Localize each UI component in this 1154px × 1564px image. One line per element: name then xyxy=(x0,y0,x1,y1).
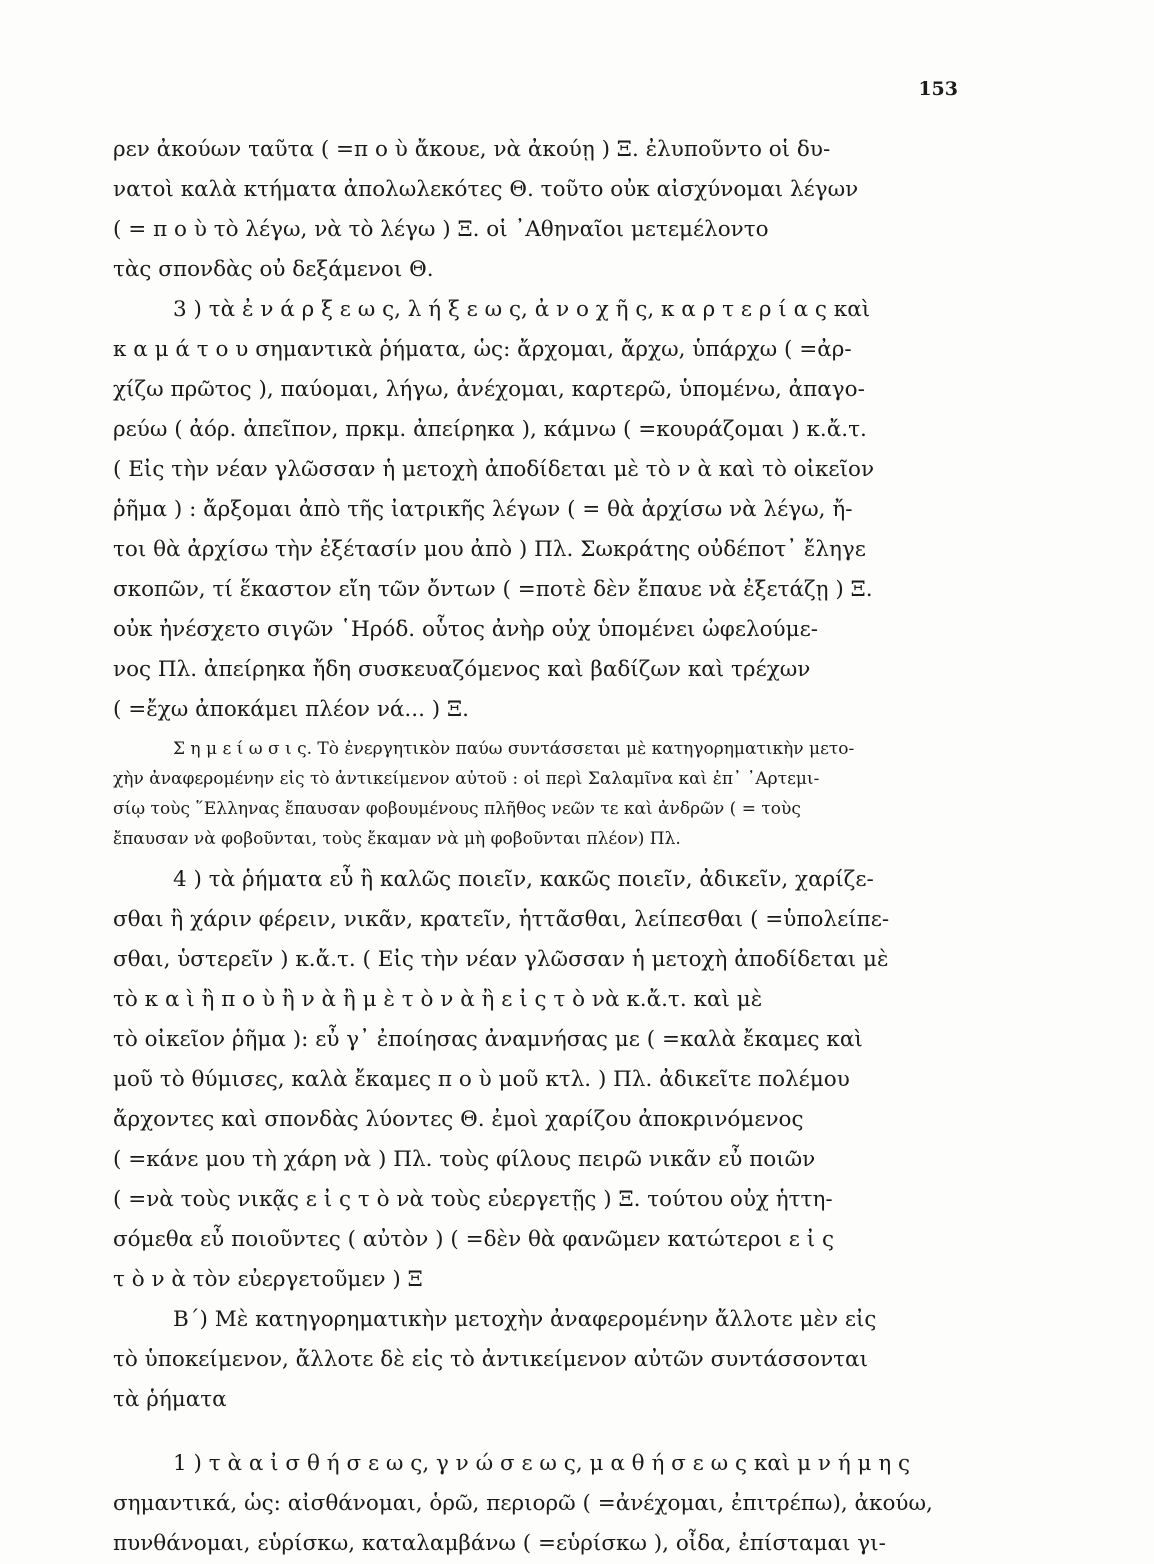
text-line: σθαι, ὑστερεῖν ) κ.ἄ.τ. ( Εἰς τὴν νέαν γλῶσσαν ἡ μετοχὴ ἀποδίδεται μὲ xyxy=(113,947,889,972)
text-line: τὸ ὑποκείμενον, ἄλλοτε δὲ εἰς τὸ ἀντικείμενον αὐτῶν συντάσσονται xyxy=(113,1347,869,1372)
text-line: νος Πλ. ἀπείρηκα ἤδη συσκευαζόμενος καὶ βαδίζων καὶ τρέχων xyxy=(113,657,811,682)
text-line: 1 ) τ ὰ α ἰ σ θ ή σ ε ω ς, γ ν ώ σ ε ω ς, μ α θ ή σ ε ω ς καὶ μ ν ή μ η ς xyxy=(173,1451,911,1476)
note-line: σίῳ τοὺς ῞Ελληνας ἔπαυσαν φοβουμένους πλῆθος νεῶν τε καὶ ἀνδρῶν ( = τοὺς xyxy=(113,799,801,819)
text-line: σημαντικά, ὡς: αἰσθάνομαι, ὁρῶ, περιορῶ ( =ἀνέχομαι, ἐπιτρέπω), ἀκούω, xyxy=(113,1491,933,1516)
text-line: τὸ κ α ὶ ἢ π ο ὺ ἢ ν ὰ ἢ μ ὲ τ ὸ ν ὰ ἢ ε ἰ ς τ ὸ νὰ κ.ἄ.τ. καὶ μὲ xyxy=(113,987,763,1012)
text-line: οὐκ ἠνέσχετο σιγῶν ῾Ηρόδ. οὗτος ἀνὴρ οὐχ ὑπομένει ὠφελούμε- xyxy=(113,617,818,642)
text-line: μοῦ τὸ θύμισες, καλὰ ἔκαμες π ο ὺ μοῦ κτλ. ) Πλ. ἀδικεῖτε πολέμου xyxy=(113,1067,850,1092)
text-line: χίζω πρῶτος ), παύομαι, λήγω, ἀνέχομαι, καρτερῶ, ὑπομένω, ἀπαγο- xyxy=(113,377,865,402)
text-line: 4 ) τὰ ῥήματα εὖ ἢ καλῶς ποιεῖν, κακῶς ποιεῖν, ἀδικεῖν, χαρίζε- xyxy=(173,867,874,892)
text-line: ρεν ἀκούων ταῦτα ( =π ο ὺ ἄκουε, νὰ ἀκούῃ ) Ξ. ἐλυποῦντο οἱ δυ- xyxy=(113,137,831,162)
text-line: ( =ἔχω ἀποκάμει πλέον νά... ) Ξ. xyxy=(113,697,469,722)
note-line: χὴν ἀναφερομένην εἰς τὸ ἀντικείμενον αὐτοῦ : οἱ περὶ Σαλαμῖνα καὶ ἐπ᾿ ᾿Αρτεμι- xyxy=(113,769,820,789)
text-line: σκοπῶν, τί ἕκαστον εἴη τῶν ὄντων ( =ποτὲ δὲν ἔπαυε νὰ ἐξετάζῃ ) Ξ. xyxy=(113,577,873,602)
note-line: ἔπαυσαν νὰ φοβοῦνται, τοὺς ἔκαμαν νὰ μὴ φοβοῦνται πλέον) Πλ. xyxy=(113,829,681,849)
text-line: ἄρχοντες καὶ σπονδὰς λύοντες Θ. ἐμοὶ χαρίζου ἀποκρινόμενος xyxy=(113,1107,804,1132)
text-line: ρεύω ( ἀόρ. ἀπεῖπον, πρκμ. ἀπείρηκα ), κάμνω ( =κουράζομαι ) κ.ἄ.τ. xyxy=(113,417,867,442)
text-line: τὰς σπονδὰς οὐ δεξάμενοι Θ. xyxy=(113,257,434,282)
text-line: τὸ οἰκεῖον ῥῆμα ): εὖ γ᾿ ἐποίησας ἀναμνήσας με ( =καλὰ ἔκαμες καὶ xyxy=(113,1027,863,1052)
text-line: ( =κάνε μου τὴ χάρη νὰ ) Πλ. τοὺς φίλους πειρῶ νικᾶν εὖ ποιῶν xyxy=(113,1147,816,1172)
page-number: 153 xyxy=(918,78,958,100)
text-line: τοι θὰ ἀρχίσω τὴν ἐξέτασίν μου ἀπὸ ) Πλ. Σωκράτης οὐδέποτ᾿ ἔληγε xyxy=(113,537,866,562)
text-line: πυνθάνομαι, εὑρίσκω, καταλαμβάνω ( =εὑρίσκω ), οἶδα, ἐπίσταμαι γι- xyxy=(113,1531,886,1556)
text-line: τ ὸ ν ὰ τὸν εὐεργετοῦμεν ) Ξ xyxy=(113,1267,423,1292)
text-line: ( = π ο ὺ τὸ λέγω, νὰ τὸ λέγω ) Ξ. οἱ ᾿Αθηναῖοι μετεμέλοντο xyxy=(113,217,769,242)
text-line: ῥῆμα ) : ἄρξομαι ἀπὸ τῆς ἰατρικῆς λέγων ( = θὰ ἀρχίσω νὰ λέγω, ἤ- xyxy=(113,497,853,522)
text-line: σόμεθα εὖ ποιοῦντες ( αὐτὸν ) ( =δὲν θὰ φανῶμεν κατώτεροι ε ἰ ς xyxy=(113,1227,834,1252)
note-line: Σ η μ ε ί ω σ ι ς. Τὸ ἐνεργητικὸν παύω συντάσσεται μὲ κατηγορηματικὴν μετο- xyxy=(173,739,855,759)
text-line: τὰ ῥήματα xyxy=(113,1387,227,1412)
text-line: 3 ) τὰ ἐ ν ά ρ ξ ε ω ς, λ ή ξ ε ω ς, ἀ ν ο χ ῆ ς, κ α ρ τ ε ρ ί α ς καὶ xyxy=(173,297,871,322)
text-line: κ α μ ά τ ο υ σημαντικὰ ῥήματα, ὡς: ἄρχομαι, ἄρχω, ὑπάρχω ( =ἀρ- xyxy=(113,337,852,362)
text-line: ( Εἰς τὴν νέαν γλῶσσαν ἡ μετοχὴ ἀποδίδεται μὲ τὸ ν ὰ καὶ τὸ οἰκεῖον xyxy=(113,457,875,482)
text-line: ( =νὰ τοὺς νικᾷς ε ἰ ς τ ὸ νὰ τοὺς εὐεργετῇς ) Ξ. τούτου οὐχ ἡττη- xyxy=(113,1187,833,1212)
text-line: σθαι ἢ χάριν φέρειν, νικᾶν, κρατεῖν, ἡττᾶσθαι, λείπεσθαι ( =ὑπολείπε- xyxy=(113,907,890,932)
text-line: Β΄) Μὲ κατηγορηματικὴν μετοχὴν ἀναφερομένην ἄλλοτε μὲν εἰς xyxy=(173,1307,877,1332)
body-text xyxy=(113,130,961,1564)
text-line: νατοὶ καλὰ κτήματα ἀπολωλεκότες Θ. τοῦτο οὐκ αἰσχύνομαι λέγων xyxy=(113,177,859,202)
